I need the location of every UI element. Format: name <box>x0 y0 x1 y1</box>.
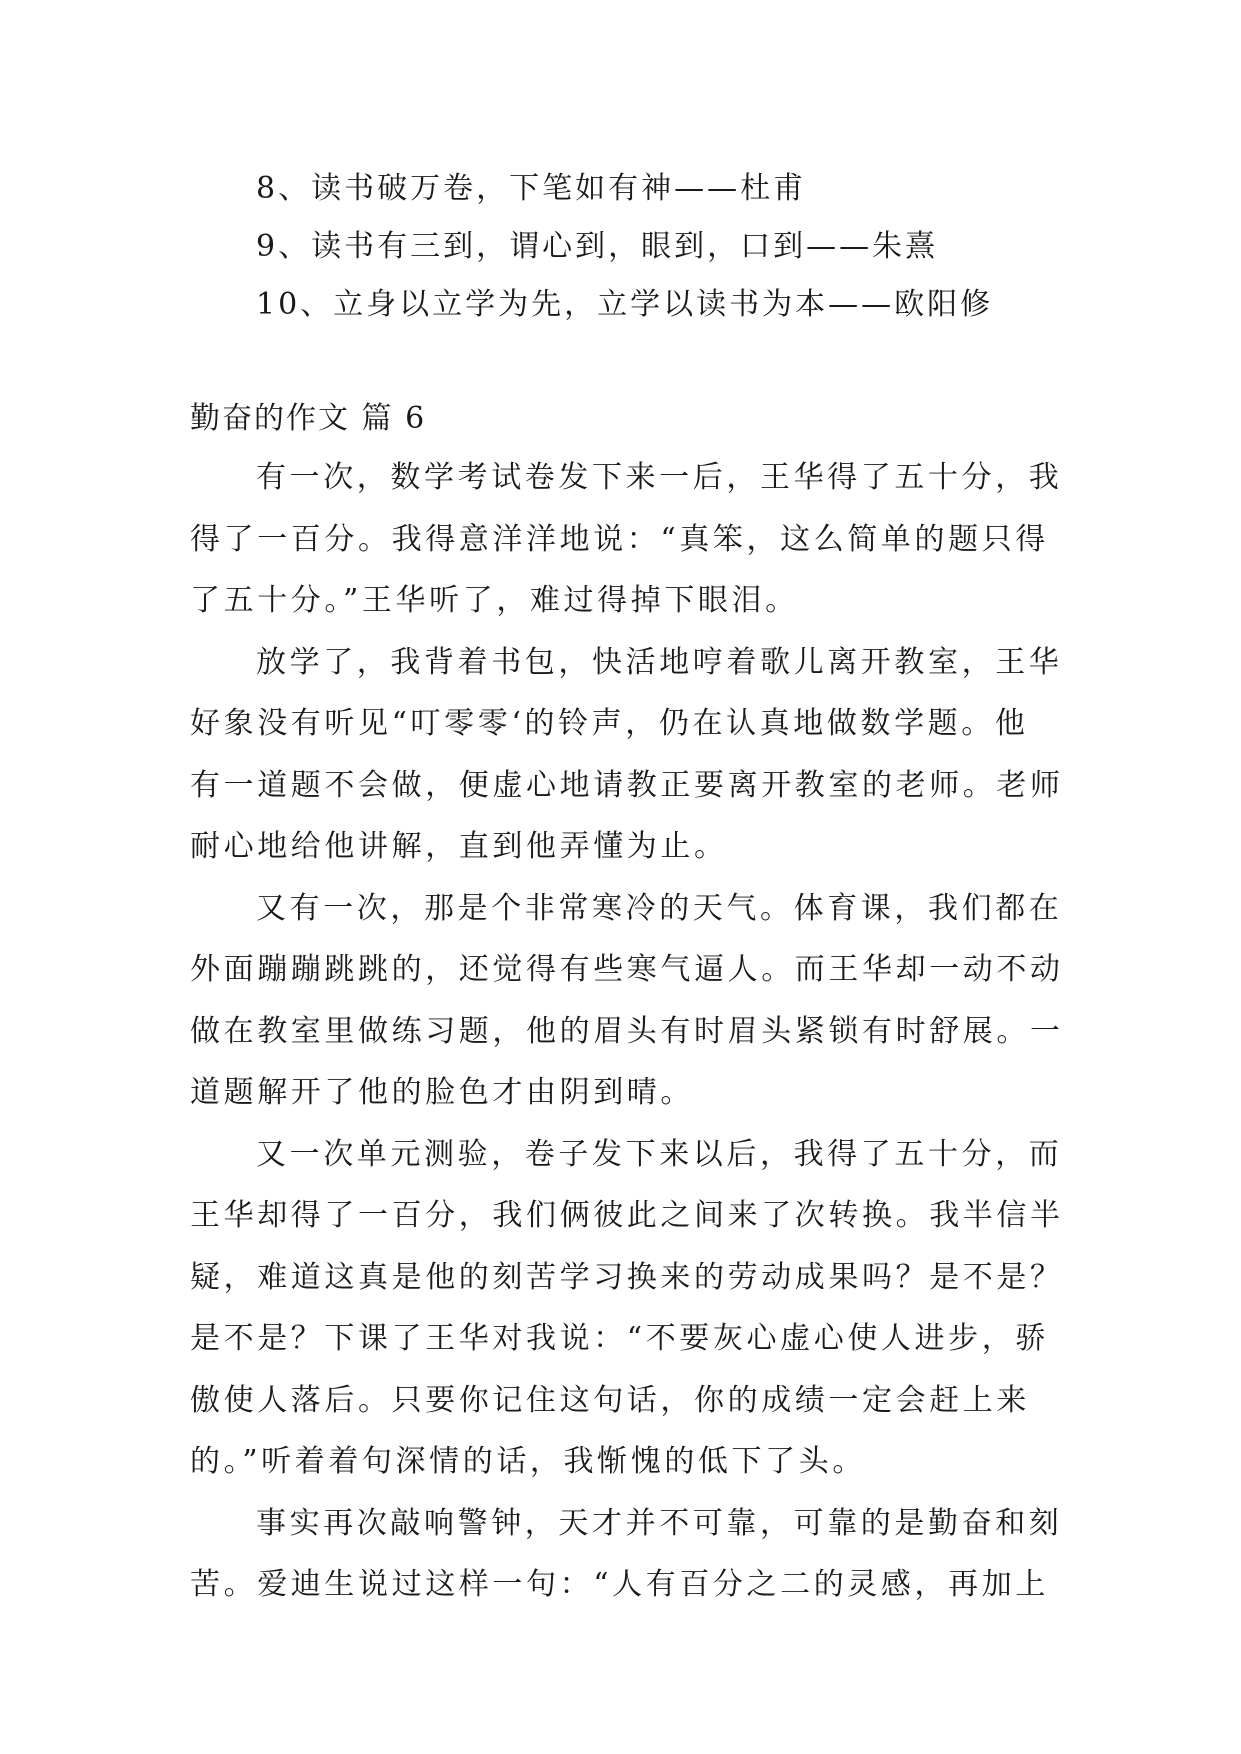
paragraph-first-line: 有一次，数学考试卷发下来一后，王华得了五十分，我 <box>256 460 1063 495</box>
paragraph-line: 是不是？下课了王华对我说：“不要灰心虚心使人进步，骄 <box>190 1321 1049 1356</box>
paragraph-line: 的。”听着着句深情的话，我惭愧的低下了头。 <box>190 1444 866 1479</box>
quote-item: 9、读书有三到，谓心到，眼到，口到——朱熹 <box>256 229 939 264</box>
paragraph-line: 做在教室里做练习题，他的眉头有时眉头紧锁有时舒展。一 <box>190 1013 1064 1049</box>
paragraph-first-line: 放学了，我背着书包，快活地哼着歌儿离开教室，王华 <box>256 644 1063 680</box>
paragraph-line: 傲使人落后。只要你记住这句话，你的成绩一定会赶上来 <box>190 1382 1030 1418</box>
section-title: 勤奋的作文 篇 6 <box>190 401 427 436</box>
paragraph-first-line: 又一次单元测验，卷子发下来以后，我得了五十分，而 <box>256 1136 1063 1172</box>
paragraph-first-line: 事实再次敲响警钟，天才并不可靠，可靠的是勤奋和刻 <box>256 1505 1063 1541</box>
paragraph-line: 好象没有听见“叮零零‘的铃声，仍在认真地做数学题。他 <box>190 706 1029 741</box>
paragraph-line: 耐心地给他讲解，直到他弄懂为止。 <box>190 829 728 864</box>
quote-item: 10、立身以立学为先，立学以读书为本——欧阳修 <box>256 287 994 322</box>
paragraph-line: 疑，难道这真是他的刻苦学习换来的劳动成果吗？是不是？ <box>190 1259 1064 1295</box>
quote-item: 8、读书破万卷，下笔如有神——杜甫 <box>256 171 807 206</box>
paragraph-line: 了五十分。”王华听了，难过得掉下眼泪。 <box>190 583 799 618</box>
paragraph-line: 道题解开了他的脸色才由阴到晴。 <box>190 1075 694 1110</box>
paragraph-line: 苦。爱迪生说过这样一句：“人有百分之二的灵感，再加上 <box>190 1567 1049 1602</box>
paragraph-line: 王华却得了一百分，我们俩彼此之间来了次转换。我半信半 <box>190 1198 1064 1233</box>
paragraph-line: 外面蹦蹦跳跳的，还觉得有些寒气逼人。而王华却一动不动 <box>190 952 1064 987</box>
paragraph-line: 得了一百分。我得意洋洋地说：“真笨，这么简单的题只得 <box>190 521 1049 557</box>
essay-body <box>190 447 1110 1616</box>
paragraph-line: 有一道题不会做，便虚心地请教正要离开教室的老师。老师 <box>190 767 1064 803</box>
paragraph-first-line: 又有一次，那是个非常寒冷的天气。体育课，我们都在 <box>256 890 1063 926</box>
quote-list <box>256 160 1116 334</box>
